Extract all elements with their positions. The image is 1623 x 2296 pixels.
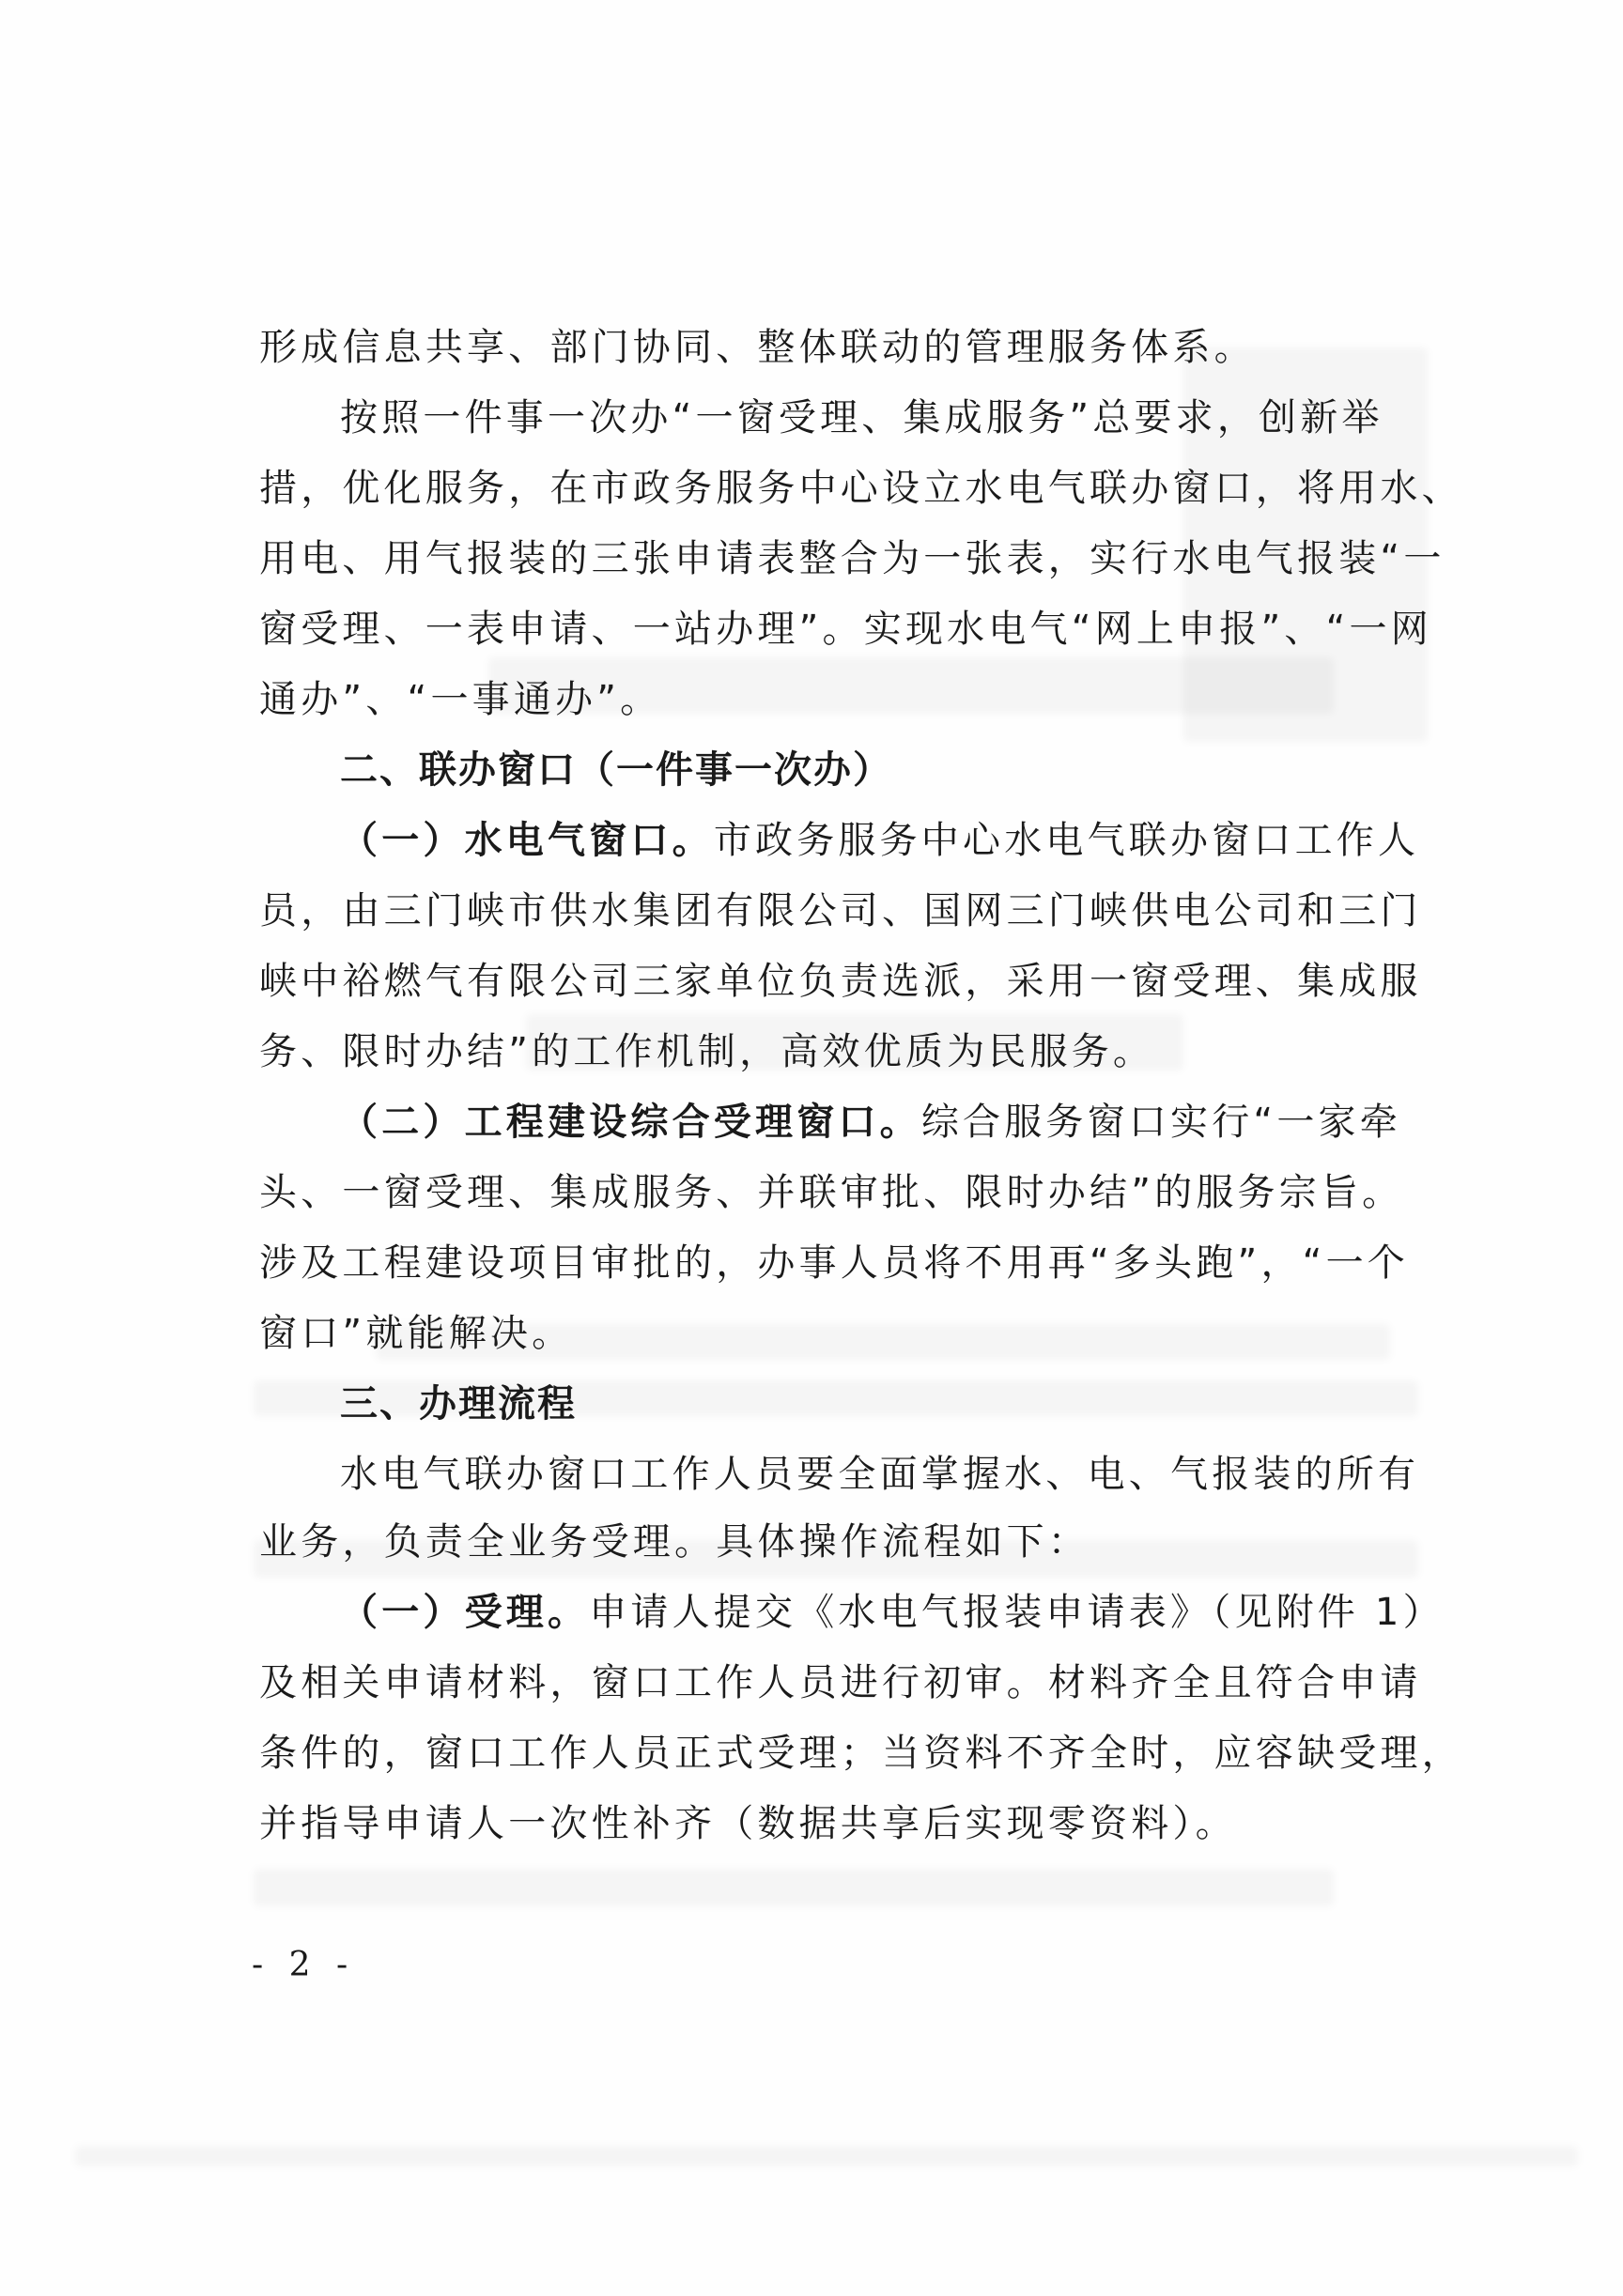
paragraph-line: 按照一件事一次办“一窗受理、集成服务”总要求，创新举 [340, 396, 1383, 439]
section-heading: 二、联办窗口（一件事一次办） [340, 748, 892, 792]
item-line [340, 1591, 1445, 1634]
paragraph-line: 措，优化服务，在市政务服务中心设立水电气联办窗口，将用水、 [259, 467, 1463, 510]
item-text: 申请人提交《水电气报装申请表》（见附件 1） [589, 1591, 1445, 1634]
section-heading: 三、办理流程 [340, 1382, 577, 1425]
item-text: 市政务服务中心水电气联办窗口工作人 [713, 819, 1420, 862]
item-line [340, 819, 1420, 862]
paragraph-line: 水电气联办窗口工作人员要全面掌握水、电、气报装的所有 [340, 1453, 1420, 1496]
paragraph-line: 及相关申请材料，窗口工作人员进行初审。材料齐全且符合申请 [259, 1661, 1422, 1704]
paragraph-line: 务、限时办结”的工作机制，高效优质为民服务。 [259, 1030, 1155, 1073]
paragraph-line: 用电、用气报装的三张申请表整合为一张表，实行水电气报装“一 [259, 537, 1445, 580]
paragraph-line: 涉及工程建设项目审批的，办事人员将不用再“多头跑”，“一个 [259, 1241, 1409, 1285]
paragraph-line: 窗口”就能解决。 [259, 1312, 574, 1355]
bleed-through-mark [75, 2146, 1578, 2166]
item-label: （二）工程建设综合受理窗口。 [340, 1101, 921, 1144]
paragraph-line: 并指导申请人一次性补齐（数据共享后实现零资料）。 [259, 1802, 1237, 1845]
page-number: - 2 - [252, 1946, 356, 1984]
paragraph-line: 条件的，窗口工作人员正式受理；当资料不齐全时，应容缺受理， [259, 1732, 1463, 1775]
paragraph-line: 形成信息共享、部门协同、整体联动的管理服务体系。 [259, 326, 1256, 369]
item-label: （一）受理。 [340, 1591, 590, 1634]
paragraph-line: 峡中裕燃气有限公司三家单位负责选派，采用一窗受理、集成服 [259, 960, 1422, 1003]
paragraph-line: 业务，负责全业务受理。具体操作流程如下： [259, 1520, 1090, 1564]
bleed-through-mark [254, 1869, 1334, 1906]
item-label: （一）水电气窗口。 [340, 819, 714, 862]
paragraph-line: 员，由三门峡市供水集团有限公司、国网三门峡供电公司和三门 [259, 889, 1422, 932]
item-text: 综合服务窗口实行“一家牵 [920, 1101, 1401, 1144]
item-line [340, 1101, 1401, 1144]
paragraph-line: 通办”、“一事通办”。 [259, 678, 662, 721]
paragraph-line: 头、一窗受理、集成服务、并联审批、限时办结”的服务宗旨。 [259, 1171, 1404, 1214]
paragraph-line: 窗受理、一表申请、一站办理”。实现水电气“网上申报”、“一网 [259, 608, 1432, 651]
